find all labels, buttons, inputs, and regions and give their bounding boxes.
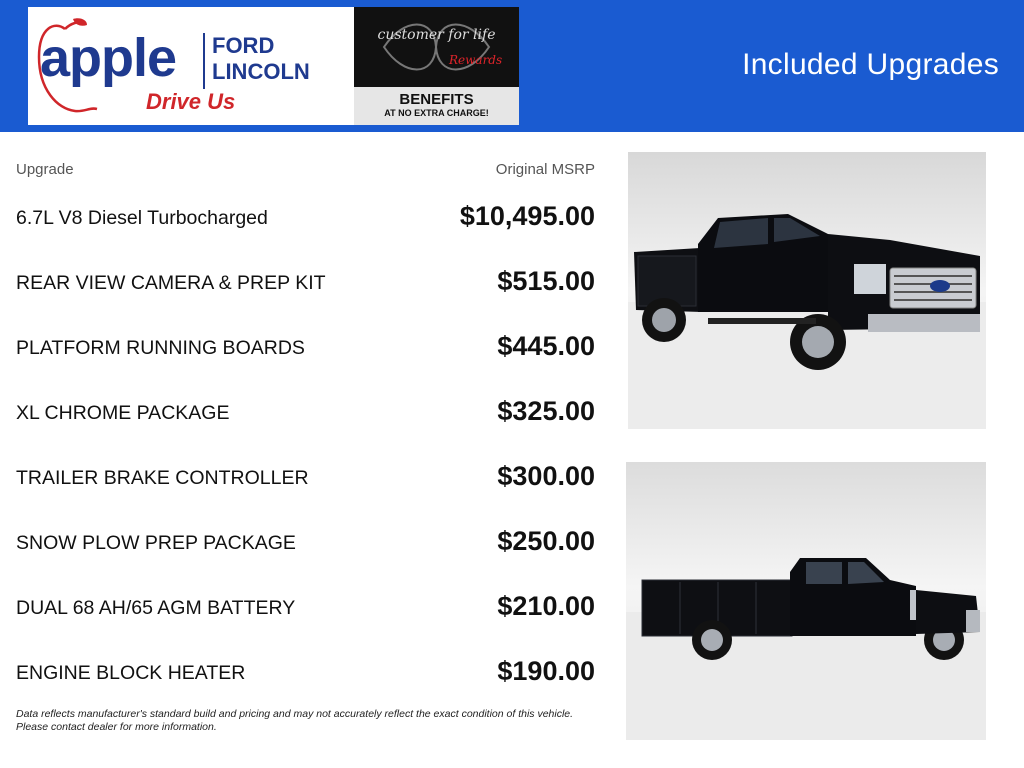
truck-side-illustration (626, 462, 986, 740)
table-row (16, 587, 595, 627)
upgrade-price: $445.00 (497, 331, 595, 361)
page-title: Included Upgrades (742, 48, 999, 81)
upgrade-name: XL CHROME PACKAGE (16, 402, 230, 424)
upgrade-price: $10,495.00 (459, 201, 595, 231)
dealer-logo[interactable] (28, 7, 354, 125)
make-line-lincoln: LINCOLN (212, 59, 310, 84)
logo-divider (203, 33, 205, 89)
make-wordmark (212, 33, 310, 85)
table-row (16, 197, 595, 237)
rewards-script: Rewards (449, 53, 503, 67)
benefits-subtext: AT NO EXTRA CHARGE! (384, 108, 489, 118)
upgrade-name: TRAILER BRAKE CONTROLLER (16, 467, 309, 489)
header-band (0, 0, 1024, 132)
column-header-msrp: Original MSRP (495, 161, 595, 178)
table-row (16, 392, 595, 432)
upgrade-price: $210.00 (497, 591, 595, 621)
tagline: Drive Us (146, 89, 236, 114)
truck-photo-front[interactable] (628, 152, 986, 429)
table-row (16, 652, 595, 692)
upgrade-price: $190.00 (497, 656, 595, 686)
table-row (16, 262, 595, 302)
upgrade-price: $325.00 (497, 396, 595, 426)
upgrade-price: $300.00 (497, 461, 595, 491)
truck-front-illustration (628, 152, 986, 429)
upgrade-price: $515.00 (497, 266, 595, 296)
upgrade-name: DUAL 68 AH/65 AGM BATTERY (16, 597, 296, 619)
table-row (16, 457, 595, 497)
upgrade-name: PLATFORM RUNNING BOARDS (16, 337, 305, 359)
benefits-strip (354, 87, 519, 125)
disclaimer (16, 708, 606, 734)
make-line-ford: FORD (212, 33, 275, 58)
truck-photo-side[interactable] (626, 462, 986, 740)
upgrade-price: $250.00 (497, 526, 595, 556)
disclaimer-line-2: Please contact dealer for more information. (16, 721, 217, 733)
upgrade-name: ENGINE BLOCK HEATER (16, 662, 246, 684)
table-row (16, 522, 595, 562)
benefits-label: BENEFITS (399, 91, 474, 108)
upgrade-name: 6.7L V8 Diesel Turbocharged (16, 207, 268, 229)
column-header-upgrade: Upgrade (16, 161, 74, 178)
table-row (16, 327, 595, 367)
upgrade-name: REAR VIEW CAMERA & PREP KIT (16, 272, 326, 294)
infinity-swoosh-icon (354, 7, 519, 87)
rewards-title: customer for life (377, 27, 496, 43)
disclaimer-line-1: Data reflects manufacturer's standard build and pricing and may not accurately reflect the exact condition of this vehicle. (16, 708, 574, 720)
brand-wordmark: apple (40, 28, 177, 88)
upgrade-name: SNOW PLOW PREP PACKAGE (16, 532, 296, 554)
rewards-badge[interactable] (354, 7, 519, 125)
